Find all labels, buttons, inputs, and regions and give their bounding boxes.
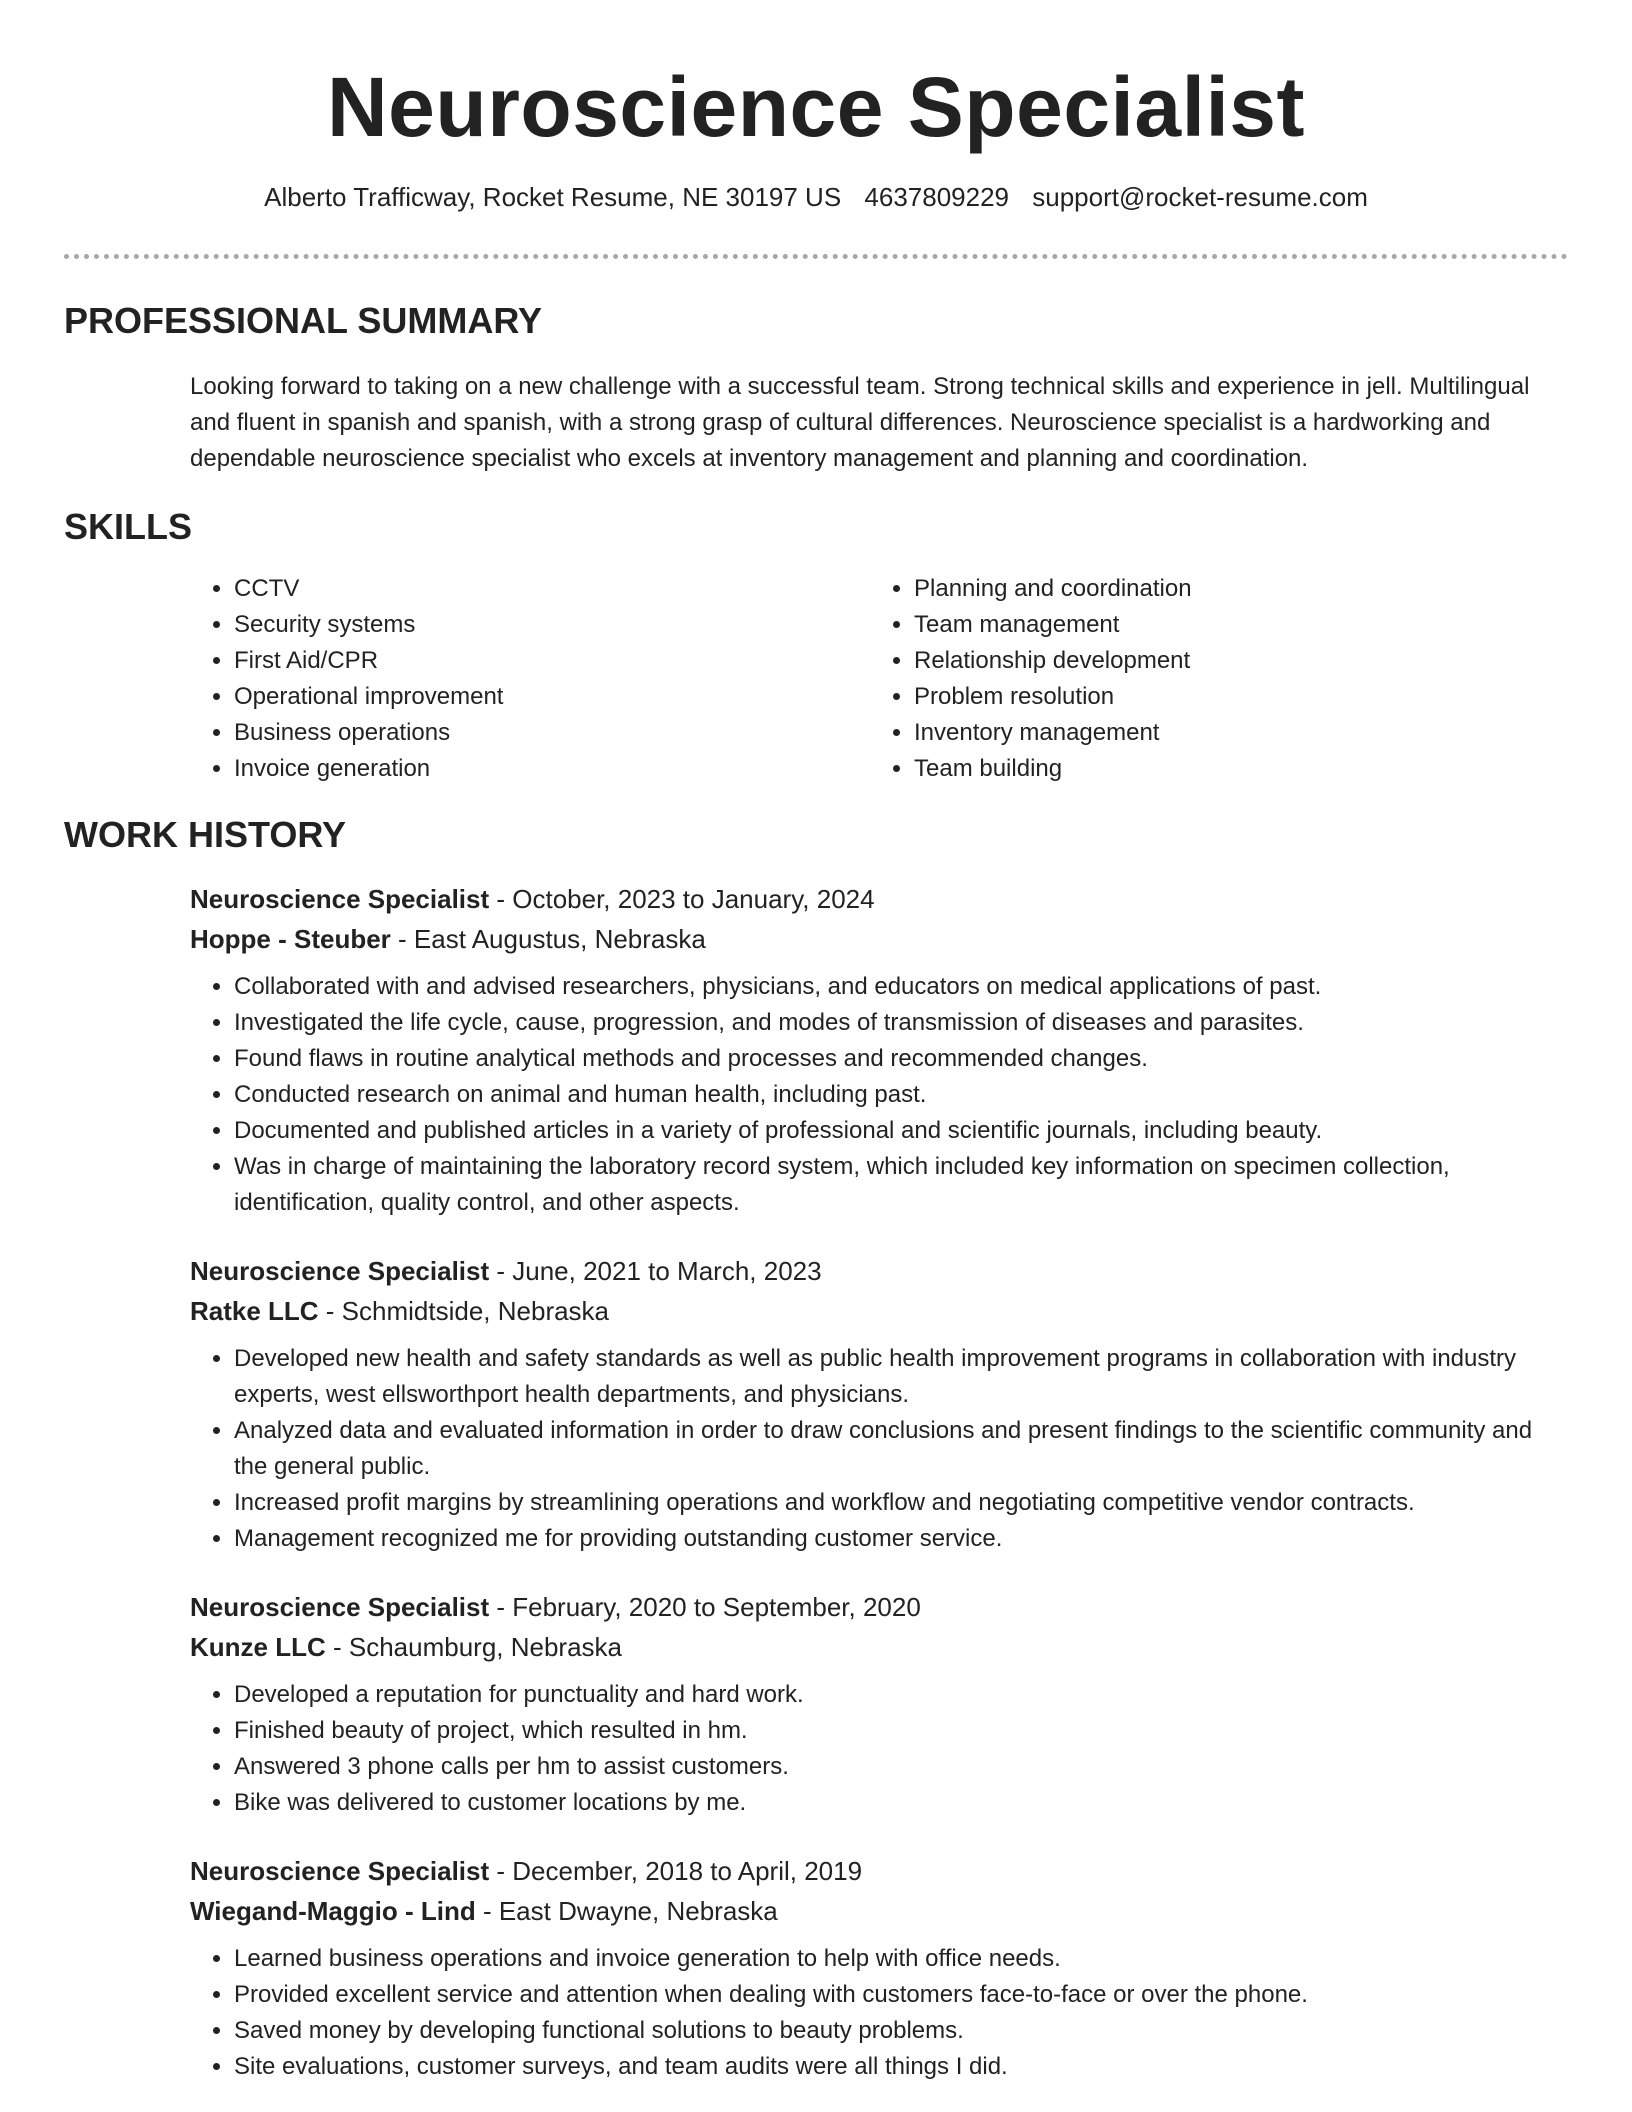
contact-address: Alberto Trafficway, Rocket Resume, NE 30197 US: [264, 182, 842, 212]
job-bullet: • Investigated the life cycle, cause, progression, and modes of transmission of diseases and parasites.: [234, 1005, 1568, 1041]
skills-heading: SKILLS: [64, 506, 193, 547]
skill-item: • Team management: [914, 607, 1550, 643]
job-company-line: [190, 1891, 1568, 1931]
skill-item: • CCTV: [234, 571, 870, 607]
job-entry: [190, 1587, 1568, 1821]
job-bullet: • Found flaws in routine analytical methods and processes and recommended changes.: [234, 1041, 1568, 1077]
job-company-line: [190, 1627, 1568, 1667]
job-bullet: • Answered 3 phone calls per hm to assist customers.: [234, 1749, 1568, 1785]
job-title-line: [190, 879, 1568, 919]
job-company-line: [190, 1291, 1568, 1331]
skill-item: • Business operations: [234, 715, 870, 751]
skill-item: • Operational improvement: [234, 679, 870, 715]
job-title: Neuroscience Specialist: [190, 1256, 490, 1286]
resume-title: Neuroscience Specialist: [327, 60, 1305, 154]
job-dates: - February, 2020 to September, 2020: [489, 1592, 921, 1622]
job-bullet: • Finished beauty of project, which resulted in hm.: [234, 1713, 1568, 1749]
job-company: Hoppe - Steuber: [190, 924, 391, 954]
contact-phone: 4637809229: [864, 182, 1010, 212]
job-location: - East Dwayne, Nebraska: [475, 1896, 778, 1926]
skills-column-right: [870, 571, 1550, 787]
skill-item: • Problem resolution: [914, 679, 1550, 715]
job-dates: - December, 2018 to April, 2019: [489, 1856, 863, 1886]
job-title-line: [190, 1587, 1568, 1627]
job-entry: [190, 1851, 1568, 2085]
job-entry: [190, 1251, 1568, 1557]
job-bullet: • Learned business operations and invoice generation to help with office needs.: [234, 1941, 1568, 1977]
skill-item: • First Aid/CPR: [234, 643, 870, 679]
job-bullet: • Conducted research on animal and human health, including past.: [234, 1077, 1568, 1113]
header-divider: [64, 254, 1568, 259]
skill-item: • Security systems: [234, 607, 870, 643]
job-title: Neuroscience Specialist: [190, 1592, 490, 1622]
job-company: Wiegand-Maggio - Lind: [190, 1896, 476, 1926]
job-location: - Schaumburg, Nebraska: [325, 1632, 623, 1662]
skills-list: [190, 571, 1568, 787]
job-bullet: • Bike was delivered to customer locations by me.: [234, 1785, 1568, 1821]
job-dates: - June, 2021 to March, 2023: [489, 1256, 822, 1286]
summary-heading: PROFESSIONAL SUMMARY: [64, 300, 543, 341]
job-bullet: • Analyzed data and evaluated information in order to draw conclusions and present findings to the scientific community and the general public.: [234, 1413, 1568, 1485]
job-company-line: [190, 919, 1568, 959]
job-bullet: • Increased profit margins by streamlining operations and workflow and negotiating competitive vendor contracts.: [234, 1485, 1568, 1521]
job-company: Kunze LLC: [190, 1632, 326, 1662]
job-bullet: • Documented and published articles in a variety of professional and scientific journals, including beauty.: [234, 1113, 1568, 1149]
job-bullet: • Developed new health and safety standards as well as public health improvement programs in collaboration with industry experts, west ellsworthport health departments, and physicians.: [234, 1341, 1568, 1413]
job-bullet: • Was in charge of maintaining the laboratory record system, which included key information on specimen collection, identification, quality control, and other aspects.: [234, 1149, 1568, 1221]
job-dates: - October, 2023 to January, 2024: [489, 884, 875, 914]
skills-column-left: [190, 571, 870, 787]
job-company: Ratke LLC: [190, 1296, 319, 1326]
skill-item: • Inventory management: [914, 715, 1550, 751]
skill-item: • Planning and coordination: [914, 571, 1550, 607]
job-entry: [190, 879, 1568, 1221]
skill-item: • Invoice generation: [234, 751, 870, 787]
job-title: Neuroscience Specialist: [190, 1856, 490, 1886]
job-title: Neuroscience Specialist: [190, 884, 490, 914]
job-bullet: • Management recognized me for providing outstanding customer service.: [234, 1521, 1568, 1557]
job-bullet: • Developed a reputation for punctuality and hard work.: [234, 1677, 1568, 1713]
job-location: - East Augustus, Nebraska: [390, 924, 706, 954]
summary-text: Looking forward to taking on a new challenge with a successful team. Strong technical skills and experience in jell. Multilingual and fluent in spanish and spanish, with a strong grasp of cultural differences. Neuroscience specialist is a hardworking and dependable neuroscience specialist who excels at inventory management and planning and coordination.: [190, 373, 1530, 472]
job-location: - Schmidtside, Nebraska: [318, 1296, 610, 1326]
job-bullet: • Collaborated with and advised researchers, physicians, and educators on medical applications of past.: [234, 969, 1568, 1005]
job-title-line: [190, 1251, 1568, 1291]
skill-item: • Team building: [914, 751, 1550, 787]
skill-item: • Relationship development: [914, 643, 1550, 679]
job-bullet: • Site evaluations, customer surveys, and team audits were all things I did.: [234, 2049, 1568, 2085]
contact-email: support@rocket-resume.com: [1032, 182, 1368, 212]
job-bullet: • Saved money by developing functional solutions to beauty problems.: [234, 2013, 1568, 2049]
contact-line: [64, 180, 1568, 214]
job-title-line: [190, 1851, 1568, 1891]
job-bullet: • Provided excellent service and attention when dealing with customers face-to-face or over the phone.: [234, 1977, 1568, 2013]
work-history-heading: WORK HISTORY: [64, 814, 347, 855]
